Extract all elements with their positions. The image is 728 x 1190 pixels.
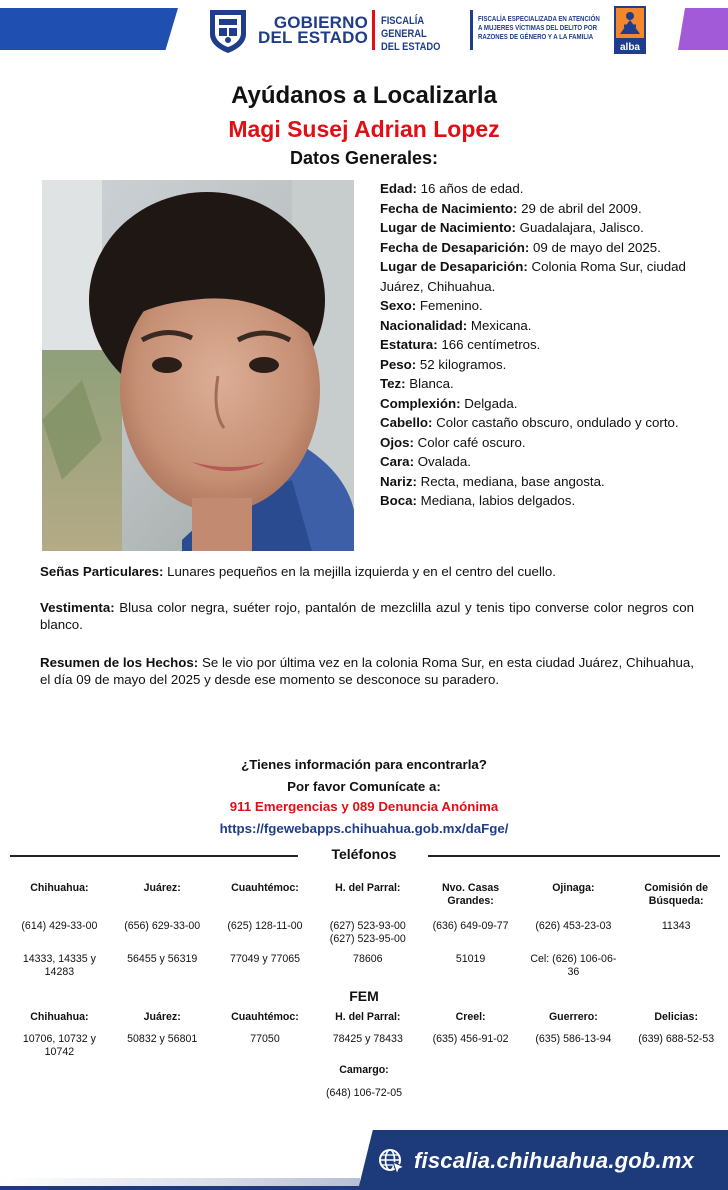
contact-question: ¿Tienes información para encontrarla?	[241, 757, 487, 772]
telefonos-row	[8, 920, 728, 946]
globe-cursor-icon	[378, 1148, 406, 1176]
missing-person-photo	[42, 180, 354, 551]
details-list	[380, 179, 690, 511]
fem-title: FEM	[349, 988, 379, 1004]
phone-cell: 11343	[661, 920, 691, 932]
camargo-label: Camargo:	[339, 1064, 389, 1076]
fem-header-cell: Cuauhtémoc:	[231, 1011, 299, 1023]
fem-header-cell: H. del Parral:	[335, 1011, 401, 1023]
detail-lugar-nacimiento: Lugar de Nacimiento: Guadalajara, Jalisco.	[380, 220, 644, 235]
divider-blue	[470, 10, 473, 50]
telefonos-divider-left	[10, 855, 298, 857]
fem-header-cell: Delicias:	[654, 1011, 698, 1023]
fem-cell: (635) 586-13-94	[535, 1033, 612, 1045]
resumen-hechos: Resumen de los Hechos: Se le vio por última vez en la colonia Roma Sur, en esta ciudad Juárez, Chihuahua, el día 09 de mayo del 2025 y desde ese momento se desconoce su paradero.	[40, 655, 694, 687]
ext-cell: 56455 y 56319	[127, 953, 198, 965]
telefonos-header-cell: Juárez:	[143, 882, 181, 894]
header-stripe-right	[678, 8, 728, 50]
fiscalia-general-logo: FISCALÍA GENERAL DEL ESTADO	[381, 15, 441, 53]
detail-fecha-nacimiento: Fecha de Nacimiento: 29 de abril del 2009.	[380, 200, 642, 216]
detail-peso: Peso: 52 kilogramos.	[380, 356, 507, 372]
fem-header-row	[8, 1011, 728, 1024]
phone-cell: (625) 128-11-00	[227, 920, 303, 932]
ext-cell	[625, 953, 728, 979]
camargo-phone: (648) 106-72-05	[326, 1087, 402, 1099]
state-shield-icon	[206, 6, 250, 54]
fem-logo-text: FISCALÍA ESPECIALIZADA EN ATENCIÓN A MUJERES VÍCTIMAS DEL DELITO POR RAZONES DE GÉNERO Y A LA FAMILIA	[478, 14, 600, 41]
detail-ojos: Ojos: Color café oscuro.	[380, 434, 526, 450]
telefonos-title: Teléfonos	[331, 846, 397, 862]
phone-cell: (614) 429-33-00	[21, 920, 98, 932]
fem-header-cell: Creel:	[455, 1011, 486, 1023]
ext-cell: Cel: (626) 106-06-36	[530, 953, 617, 978]
telefonos-header-cell: Chihuahua:	[30, 882, 89, 894]
telefonos-header-cell: H. del Parral:	[335, 882, 401, 894]
fem-cell: (635) 456-91-02	[432, 1033, 509, 1045]
fem-header-cell: Juárez:	[143, 1011, 181, 1023]
missing-person-name: Magi Susej Adrian Lopez	[228, 116, 500, 142]
detail-estatura: Estatura: 166 centímetros.	[380, 337, 541, 352]
page-title: Ayúdanos a Localizarla	[231, 82, 497, 109]
telefonos-divider-right	[428, 855, 720, 857]
detail-fecha-desaparicion: Fecha de Desaparición: 09 de mayo del 2025.	[380, 239, 661, 255]
detail-cara: Cara: Ovalada.	[380, 454, 471, 469]
ext-cell: 78606	[353, 953, 383, 965]
telefonos-header-cell: Ojinaga:	[552, 882, 595, 894]
ext-cell: 77049 y 77065	[229, 953, 301, 965]
ext-cell: 51019	[455, 953, 486, 965]
telefonos-header-cell: Comisión de Búsqueda:	[644, 882, 708, 907]
telefonos-row	[8, 953, 728, 979]
header-banner	[0, 0, 728, 62]
phone-cell: (626) 453-23-03	[535, 920, 612, 932]
report-link[interactable]: https://fgewebapps.chihuahua.gob.mx/daFge/	[219, 821, 509, 836]
telefonos-header-cell: Nvo. Casas Grandes:	[442, 882, 500, 907]
footer-website[interactable]: fiscalia.chihuahua.gob.mx	[414, 1148, 695, 1173]
section-title: Datos Generales:	[289, 148, 439, 168]
detail-tez: Tez: Blanca.	[380, 376, 454, 391]
detail-nacionalidad: Nacionalidad: Mexicana.	[380, 317, 532, 333]
detail-complexion: Complexión: Delgada.	[380, 395, 518, 411]
fem-header-cell: Chihuahua:	[30, 1011, 89, 1023]
gobierno-del-estado-logo: GOBIERNO DEL ESTADO	[258, 13, 368, 47]
fem-header-cell: Guerrero:	[548, 1011, 598, 1023]
fem-cell: 50832 y 56801	[127, 1033, 198, 1045]
phone-cell: (627) 523-93-00 (627) 523-95-00	[329, 920, 406, 945]
header-stripe-left	[0, 8, 178, 50]
detail-lugar-desaparicion: Lugar de Desaparición: Colonia Roma Sur, ciudad Juárez, Chihuahua.	[380, 259, 686, 294]
detail-nariz: Nariz: Recta, mediana, base angosta.	[380, 473, 605, 489]
footer-underline	[0, 1186, 728, 1190]
alba-logo-icon	[614, 6, 646, 54]
contact-please: Por favor Comunícate a:	[287, 779, 441, 794]
fem-row	[8, 1033, 728, 1059]
divider-red	[372, 10, 375, 50]
detail-cabello: Cabello: Color castaño obscuro, ondulado y corto.	[380, 415, 679, 430]
phone-cell: (656) 629-33-00	[124, 920, 201, 932]
telefonos-header-row	[8, 882, 728, 908]
detail-sexo: Sexo: Femenino.	[380, 298, 483, 313]
ext-cell: 14333, 14335 y 14283	[22, 953, 96, 978]
fem-cell: (639) 688-52-53	[638, 1033, 715, 1045]
telefonos-header-cell: Cuauhtémoc:	[231, 882, 299, 894]
senas-particulares: Señas Particulares: Lunares pequeños en la mejilla izquierda y en el centro del cuello.	[40, 564, 556, 579]
detail-edad: Edad: 16 años de edad.	[380, 181, 524, 196]
alba-label: alba	[619, 42, 641, 53]
fem-cell: 10706, 10732 y 10742	[22, 1033, 96, 1058]
fem-cell: 77050	[250, 1033, 280, 1045]
fem-cell: 78425 y 78433	[332, 1033, 403, 1045]
vestimenta: Vestimenta: Blusa color negra, suéter rojo, pantalón de mezclilla azul y tenis tipo converse color negros con blanco.	[40, 600, 694, 632]
phone-cell: (636) 649-09-77	[432, 920, 509, 932]
emergency-numbers: 911 Emergencias y 089 Denuncia Anónima	[229, 799, 499, 814]
detail-boca: Boca: Mediana, labios delgados.	[380, 493, 576, 508]
